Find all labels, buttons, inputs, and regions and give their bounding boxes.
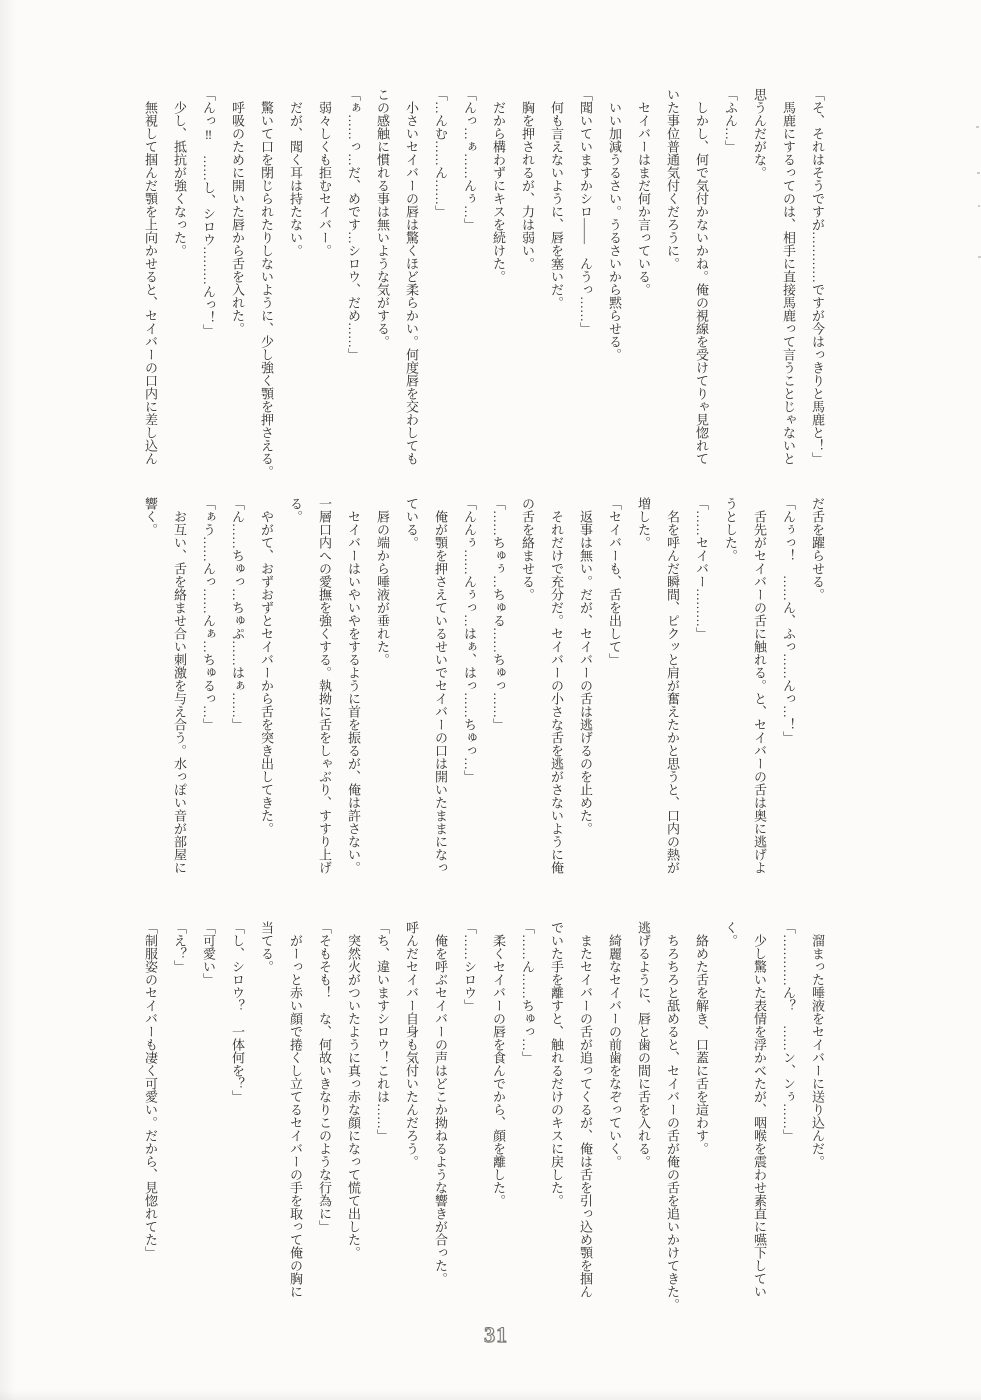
text-column: 「そもそも！ な、何故いきなりこのような行為に」 [317,921,332,1233]
text-column: だ舌を躍らせる。 [810,497,825,601]
text-column: 何も言えないように、唇を塞いだ。 [549,88,564,309]
text-column: 増した。 [636,497,651,549]
text-column: 「ぁう……んっ……んぁ…ちゅるっ…」 [201,497,216,731]
text-column: 一層口内への愛撫を強くする。執拗に舌をしゃぶり、すすり上げ [317,497,332,874]
text-column: がーっと赤い顔で捲くし立てるセイバーの手を取って俺の胸に [288,921,303,1298]
text-column: 「ぁ……っ…だ、めです…シロウ、だめ……」 [346,88,361,361]
text-column: 俺が顎を押さえているせいでセイバーの口は開いたままになっ [433,497,448,874]
text-column: く。 [723,921,738,947]
text-column: 無視して掴んだ顎を上向かせると、セイバーの口内に差し込ん [143,88,158,465]
text-column: 当てる。 [259,921,274,973]
text-column: だから構わずにキスを続けた。 [491,88,506,283]
text-column: 少し、抵抗が強くなった。 [172,88,187,257]
text-column: 「ふん…」 [723,88,738,153]
text-column: 舌先がセイバーの舌に触れる。と、セイバーの舌は奥に逃げよ [752,497,767,874]
text-column: 唇の端から唾液が垂れた。 [375,497,390,666]
text-column: 響く。 [143,497,158,536]
text-column: 「制服姿のセイバーも凄く可愛い。だから、見惚れてた」 [143,921,158,1259]
text-column: やがて、おずおずとセイバーから舌を突き出してきた。 [259,497,274,835]
text-column: ている。 [404,497,419,549]
text-column: 逃げるように、唇と歯の間に舌を入れる。 [636,921,651,1168]
scan-speck [977,172,980,174]
text-column: 「ち、違いますシロウ！これは……」 [375,921,390,1142]
text-column: 「ん……ちゅっ…ちゅぷ……はぁ……」 [230,497,245,731]
page-edge-shade [0,0,16,1400]
scan-speck [978,205,980,207]
text-column: 突然火がついたように真っ赤な顔になって慌て出した。 [346,921,361,1259]
text-column: 「んぅっ！ ……ん、ふっ……んっ…！」 [781,497,796,744]
text-column: セイバーはまだ何か言っている。 [636,88,651,296]
page-edge-shade [0,1390,981,1400]
text-column: うとした。 [723,497,738,562]
text-column: 返事は無い。だが、セイバーの舌は逃げるのを止めた。 [578,497,593,835]
text-column: る。 [288,497,303,523]
page-number: 31 [484,1322,508,1347]
text-column: 「そ、それはそうですが…………ですが今はっきりと馬鹿と！」 [810,88,825,465]
text-column: 綺麗なセイバーの前歯をなぞっていく。 [607,921,622,1168]
text-column: の舌を絡ませる。 [520,497,535,601]
text-column: 「……ん……ちゅっ…」 [520,921,535,1064]
text-column: 「んんぅ……んぅっ…はぁ、はっ……ちゅっ…」 [462,497,477,783]
text-column: 呼吸のために開いた唇から舌を入れた。 [230,88,245,335]
text-column: 「可愛い」 [201,921,216,986]
text-column: それだけで充分だ。セイバーの小さな舌を逃がさないように俺 [549,497,564,874]
text-column: 柔くセイバーの唇を食んでから、顔を離した。 [491,921,506,1207]
text-column: この感触に慣れる事は無いような気がする。 [375,88,390,348]
scan-speck [976,126,979,128]
text-column: ちろちろと舐めると、セイバーの舌が俺の舌を追いかけてきた。 [665,921,680,1311]
text-column: だが、聞く耳は持たない。 [288,88,303,257]
text-column: 「んっ‼ ……し、シロウ………んっ！」 [201,88,216,337]
text-column: お互い、舌を絡ませ合い刺激を与え合う。水っぽい音が部屋に [172,497,187,874]
text-column: いた事位普通気付くだろうに。 [665,88,680,270]
text-band-bottom [132,921,832,1317]
text-column: 「……セイバー………」 [694,497,709,640]
text-column: 「聞いていますかシロ―― んうっ……」 [578,88,593,335]
text-band-top [132,88,832,490]
text-column: 絡めた舌を解き、口蓋に舌を這わす。 [694,921,709,1155]
text-column: セイバーはいやいやをするように首を振るが、俺は許さない。 [346,497,361,874]
text-column: 「し、シロウ？ 一体何を？」 [230,921,245,1103]
text-column: 「セイバーも、舌を出して」 [607,497,622,666]
text-column: 「…………ん？ ……ン、ンぅ……」 [781,921,796,1142]
text-column: 名を呼んだ瞬間、ピクッと肩が奮えたかと思うと、口内の熱が [665,497,680,874]
text-column: しかし、何で気付かないかね。俺の視線を受けてりゃ見惚れて [694,88,709,465]
text-column: 俺を呼ぶセイバーの声はどこか拗ねるような響きが合った。 [433,921,448,1285]
text-column: またセイバーの舌が追ってくるが、俺は舌を引っ込め顎を掴ん [578,921,593,1298]
text-column: 小さいセイバーの唇は驚くほど柔らかい。何度唇を交わしても [404,88,419,465]
text-column: 少し驚いた表情を浮かべたが、咽喉を震わせ素直に嚥下してい [752,921,767,1298]
text-column: でいた手を離すと、触れるだけのキスに戻した。 [549,921,564,1207]
text-column: 溜まった唾液をセイバーに送り込んだ。 [810,921,825,1168]
text-column: 「んっ…ぁ……んぅ…」 [462,88,477,231]
text-column: 思うんだがな。 [752,88,767,179]
text-column: 「え？」 [172,921,187,973]
text-band-middle [132,497,832,893]
text-column: 弱々しくも拒むセイバー。 [317,88,332,257]
text-column: 驚いて口を閉じられたりしないように、少し強く顎を押さえる。 [259,88,274,478]
text-column: 「……ちゅぅ…ちゅる……ちゅっ……」 [491,497,506,731]
text-column: いい加減うるさい。うるさいから黙らせる。 [607,88,622,361]
text-column: 「……シロウ」 [462,921,477,1012]
text-column: 「…んむ……ん……」 [433,88,448,218]
text-column: 胸を押されるが、力は弱い。 [520,88,535,270]
text-column: 馬鹿にするってのは、相手に直接馬鹿って言うことじゃないと [781,88,796,465]
text-column: 呼んだセイバー自身も気付いたんだろう。 [404,921,419,1168]
